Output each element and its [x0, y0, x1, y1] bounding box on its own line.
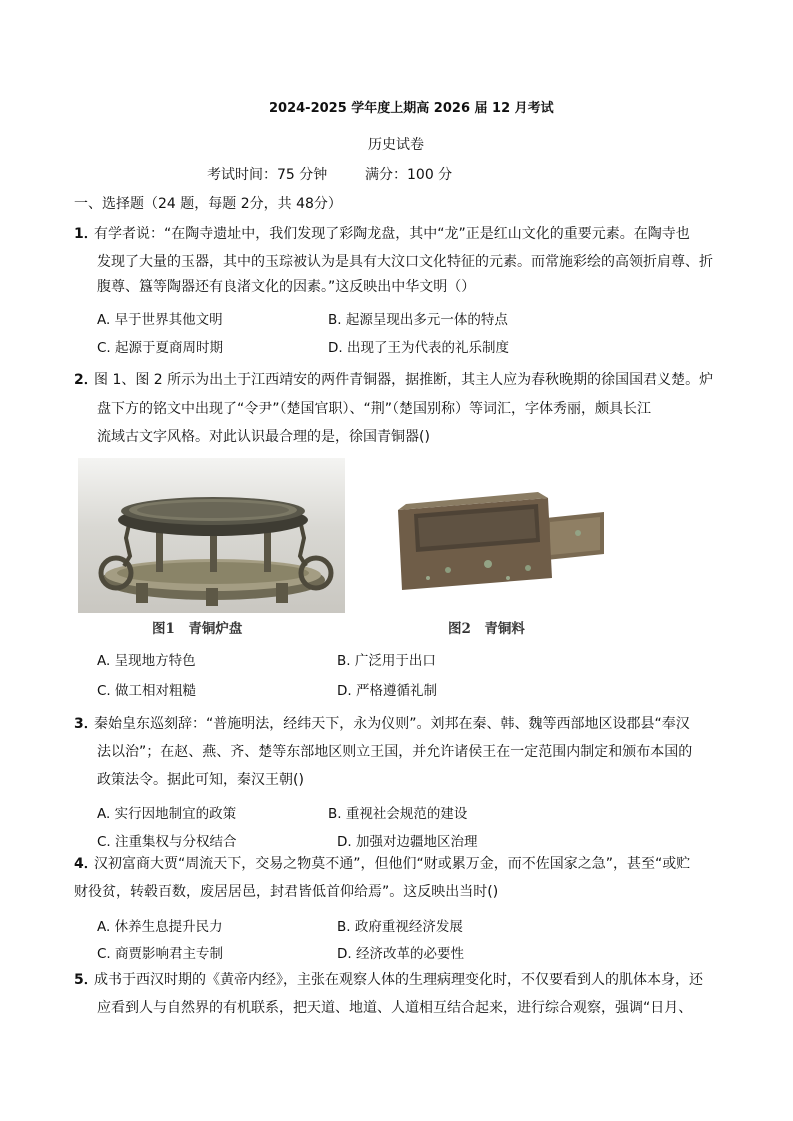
option-d[interactable]: D. 出现了王为代表的礼乐制度 — [328, 340, 509, 356]
subject-title: 历史试卷 — [368, 137, 424, 153]
question-text-line: 盘下方的铭文中出现了“令尹”（楚国官职）、“荆”（楚国别称）等词汇，字体秀丽，颇具长江 — [97, 401, 652, 417]
question-text-line: 汉初富商大贾“周流天下，交易之物莫不通”，但他们“财或累万金，而不佐国家之急”，甚至“或贮 — [94, 856, 691, 872]
figure-1-bronze-stove-plate — [78, 458, 345, 613]
exam-time: 考试时间：75 分钟 — [207, 167, 328, 183]
question-text-line: 法以治”；在赵、燕、齐、楚等东部地区则立王国，并允许诸侯王在一定范围内制定和颁布本国的 — [97, 744, 693, 760]
option-c[interactable]: C. 做工相对粗糙 — [97, 683, 197, 699]
option-c[interactable]: C. 商贾影响君主专制 — [97, 946, 224, 962]
option-b[interactable]: B. 政府重视经济发展 — [337, 919, 463, 935]
question-number: 1． — [74, 226, 98, 242]
question-number: 2． — [74, 372, 98, 388]
option-b[interactable]: B. 广泛用于出口 — [337, 653, 436, 669]
question-text-line: 政策法令。据此可知，秦汉王朝() — [97, 772, 304, 788]
option-d[interactable]: D. 加强对边疆地区治理 — [337, 834, 478, 850]
question-text-line: 图 1、图 2 所示为出土于江西靖安的两件青铜器，据推断，其主人应为春秋晚期的徐国国君义楚。炉 — [94, 372, 714, 388]
question-text-line: 财役贫，转毂百数，废居居邑，封君皆低首仰给焉”。这反映出当时() — [74, 884, 499, 900]
section-title: 一、选择题（24 题，每题 2分，共 48分） — [74, 196, 342, 212]
figure-2-caption: 图2 青铜料 — [448, 621, 525, 637]
figure-2-bronze-box — [388, 478, 610, 606]
option-a[interactable]: A. 实行因地制宜的政策 — [97, 806, 237, 822]
option-d[interactable]: D. 严格遵循礼制 — [337, 683, 437, 699]
option-a[interactable]: A. 呈现地方特色 — [97, 653, 196, 669]
full-score: 满分：100 分 — [365, 167, 453, 183]
question-text-line: 发现了大量的玉器，其中的玉琮被认为是具有大汶口文化特征的元素。而常施彩绘的高领折肩尊、折 — [97, 254, 713, 270]
exam-title: 2024-2025 学年度上期高 2026 届 12 月考试 — [269, 101, 554, 116]
question-text-line: 秦始皇东巡刻辞：“普施明法，经纬天下，永为仪则”。刘邦在秦、韩、魏等西部地区设郡县“奉汉 — [94, 716, 690, 732]
option-c[interactable]: C. 注重集权与分权结合 — [97, 834, 237, 850]
question-number: 5． — [74, 972, 98, 988]
option-b[interactable]: B. 重视社会规范的建设 — [328, 806, 468, 822]
figure-1-caption: 图1 青铜炉盘 — [152, 621, 243, 637]
option-c[interactable]: C. 起源于夏商周时期 — [97, 340, 224, 356]
question-number: 3． — [74, 716, 98, 732]
question-text-line: 流域古文字风格。对此认识最合理的是，徐国青铜器() — [97, 429, 430, 445]
question-text-line: 应看到人与自然界的有机联系，把天道、地道、人道相互结合起来，进行综合观察，强调“日月、 — [97, 1000, 693, 1016]
question-number: 4． — [74, 856, 98, 872]
option-a[interactable]: A. 早于世界其他文明 — [97, 312, 223, 328]
question-text-line: 腹尊、簋等陶器还有良渚文化的因素。”这反映出中华文明（） — [97, 279, 476, 295]
option-a[interactable]: A. 休养生息提升民力 — [97, 919, 223, 935]
option-d[interactable]: D. 经济改革的必要性 — [337, 946, 464, 962]
option-b[interactable]: B. 起源呈现出多元一体的特点 — [328, 312, 508, 328]
question-text-line: 有学者说：“在陶寺遗址中，我们发现了彩陶龙盘，其中“龙”正是红山文化的重要元素。在陶寺也 — [94, 226, 690, 242]
question-text-line: 成书于西汉时期的《黄帝内经》，主张在观察人体的生理病理变化时，不仅要看到人的肌体本身，还 — [94, 972, 703, 988]
